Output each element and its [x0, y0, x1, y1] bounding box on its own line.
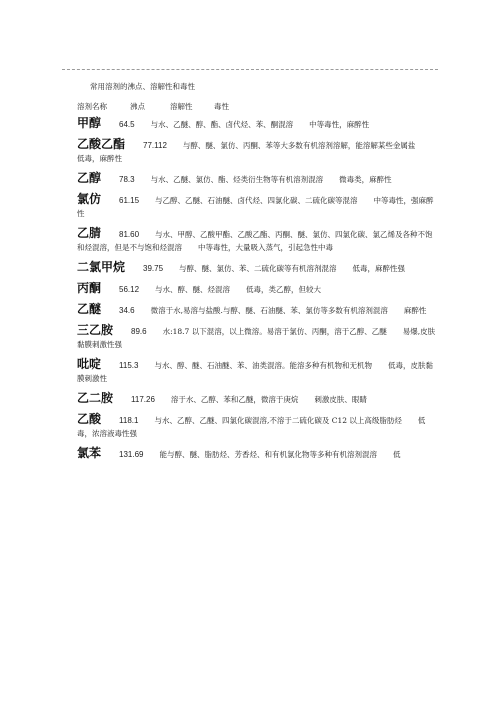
boiling-point: 89.6 — [131, 327, 147, 336]
solvent-entry — [77, 193, 437, 220]
solvent-name: 氯仿 — [77, 192, 102, 206]
toxicity-text: 低毒，皮肤黏膜刺激性 — [77, 361, 433, 383]
toxicity-text: 中等毒性，强麻醉性 — [77, 196, 434, 218]
toxicity-text: 低毒，麻醉性强 — [352, 264, 406, 273]
solubility-text: 与乙醇、乙醚、石油醚、卤代烃、四氯化碳、二硫化碳等混溶 — [155, 196, 358, 205]
solvent-entry — [77, 227, 437, 254]
boiling-point: 115.3 — [119, 361, 139, 370]
boiling-point: 61.15 — [119, 196, 140, 205]
solvent-entry — [77, 138, 437, 165]
solvent-entry — [77, 392, 437, 406]
document-title: 常用溶剂的沸点、溶解性和毒性 — [90, 82, 195, 91]
toxicity-text: 刺激皮肤、眼睛 — [314, 395, 367, 404]
boiling-point: 34.6 — [119, 306, 135, 315]
solvent-entry — [77, 282, 437, 296]
header-toxicity: 毒性 — [214, 102, 229, 111]
solvent-name: 三乙胺 — [77, 323, 114, 337]
solvent-name: 乙酸 — [77, 412, 102, 426]
solubility-text: 与水、乙醚、醇、酯、卤代烃、苯、酮混溶 — [150, 120, 294, 129]
solvent-entry — [77, 413, 437, 440]
header-solubility: 溶解性 — [170, 102, 193, 111]
solvent-entry — [77, 172, 437, 186]
toxicity-text: 低毒，麻醉性 — [77, 154, 122, 163]
header-bp: 沸点 — [130, 102, 145, 111]
solvent-name: 乙酸乙酯 — [77, 137, 126, 151]
solvent-entry — [77, 358, 437, 385]
toxicity-text: 中等毒性，麻醉性 — [309, 120, 370, 129]
boiling-point: 118.1 — [119, 416, 139, 425]
header-name: 溶剂名称 — [77, 102, 107, 111]
solubility-text: 溶于水、乙醇、苯和乙醚，微溶于庚烷 — [170, 395, 299, 404]
solubility-text: 能与醇、醚、脂肪烃、芳香烃、和有机氯化物等多种有机溶剂混溶 — [159, 450, 377, 459]
solubility-text: 与水、乙醇、乙醚、四氯化碳混溶,不溶于二硫化碳及 C12 以上高级脂肪烃 — [154, 416, 402, 425]
solubility-text: 与水、甲醇、乙酸甲酯、乙酸乙酯、丙酮、醚、氯仿、四氯化碳、氯乙烯及各种不饱和烃混溶，但是不与饱和烃混溶 — [77, 230, 433, 252]
boiling-point: 77.112 — [143, 141, 167, 150]
toxicity-text: 低毒，浓溶液毒性强 — [77, 416, 426, 438]
boiling-point: 56.12 — [119, 285, 140, 294]
boiling-point: 64.5 — [119, 120, 135, 129]
solubility-text: 与水、醇、醚、石油醚、苯、油类混溶。能溶多种有机物和无机物 — [154, 361, 372, 370]
toxicity-text: 微毒类，麻醉性 — [339, 175, 392, 184]
toxicity-text: 低 — [392, 450, 401, 459]
solvent-name: 丙酮 — [77, 281, 102, 295]
toxicity-text: 低毒，类乙醇，但较大 — [246, 285, 322, 294]
solvent-name: 甲醇 — [77, 116, 102, 130]
solvent-name: 吡啶 — [77, 357, 102, 371]
solubility-text: 与水、乙醚、氯仿、酯、烃类衍生物等有机溶剂混溶 — [150, 175, 324, 184]
boiling-point: 131.69 — [119, 450, 144, 459]
solubility-text: 与水、醇、醚、烃混溶 — [155, 285, 231, 294]
solvent-name: 氯苯 — [77, 446, 102, 460]
solvent-entry — [77, 324, 437, 351]
toxicity-text: 易爆,皮肤黏膜刺激性强 — [77, 327, 436, 349]
solvent-entry — [77, 447, 437, 461]
boiling-point: 39.75 — [143, 264, 164, 273]
boiling-point: 78.3 — [119, 175, 135, 184]
solvent-name: 乙醚 — [77, 302, 102, 316]
toxicity-text: 麻醉性 — [403, 306, 427, 315]
solubility-text: 与醇、醚、氯仿、丙酮、苯等大多数有机溶剂溶解，能溶解某些金属盐 — [182, 141, 416, 150]
solvent-entry — [77, 261, 437, 275]
solubility-text: 水:18.7 以下混溶，以上微溶。易溶于氯仿、丙酮，溶于乙醇、乙醚 — [162, 327, 387, 336]
boiling-point: 117.26 — [131, 395, 155, 404]
solvent-entry — [77, 117, 437, 131]
solvent-name: 乙腈 — [77, 226, 102, 240]
solubility-text: 与醇、醚、氯仿、苯、二硫化碳等有机溶剂混溶 — [179, 264, 337, 273]
boiling-point: 81.60 — [119, 230, 140, 239]
document-body — [77, 77, 437, 468]
solvent-name: 乙二胺 — [77, 391, 114, 405]
toxicity-text: 中等毒性，大量吸入蒸气，引起急性中毒 — [198, 243, 333, 252]
column-header-row — [77, 97, 437, 117]
solubility-text: 微溶于水,易溶与盐酸.与醇、醚、石油醚、苯、氯仿等多数有机溶剂混溶 — [150, 306, 388, 315]
top-divider — [62, 69, 438, 70]
solvent-entry — [77, 303, 437, 317]
solvent-list — [77, 117, 437, 461]
solvent-name: 二氯甲烷 — [77, 260, 126, 274]
solvent-name: 乙醇 — [77, 171, 102, 185]
